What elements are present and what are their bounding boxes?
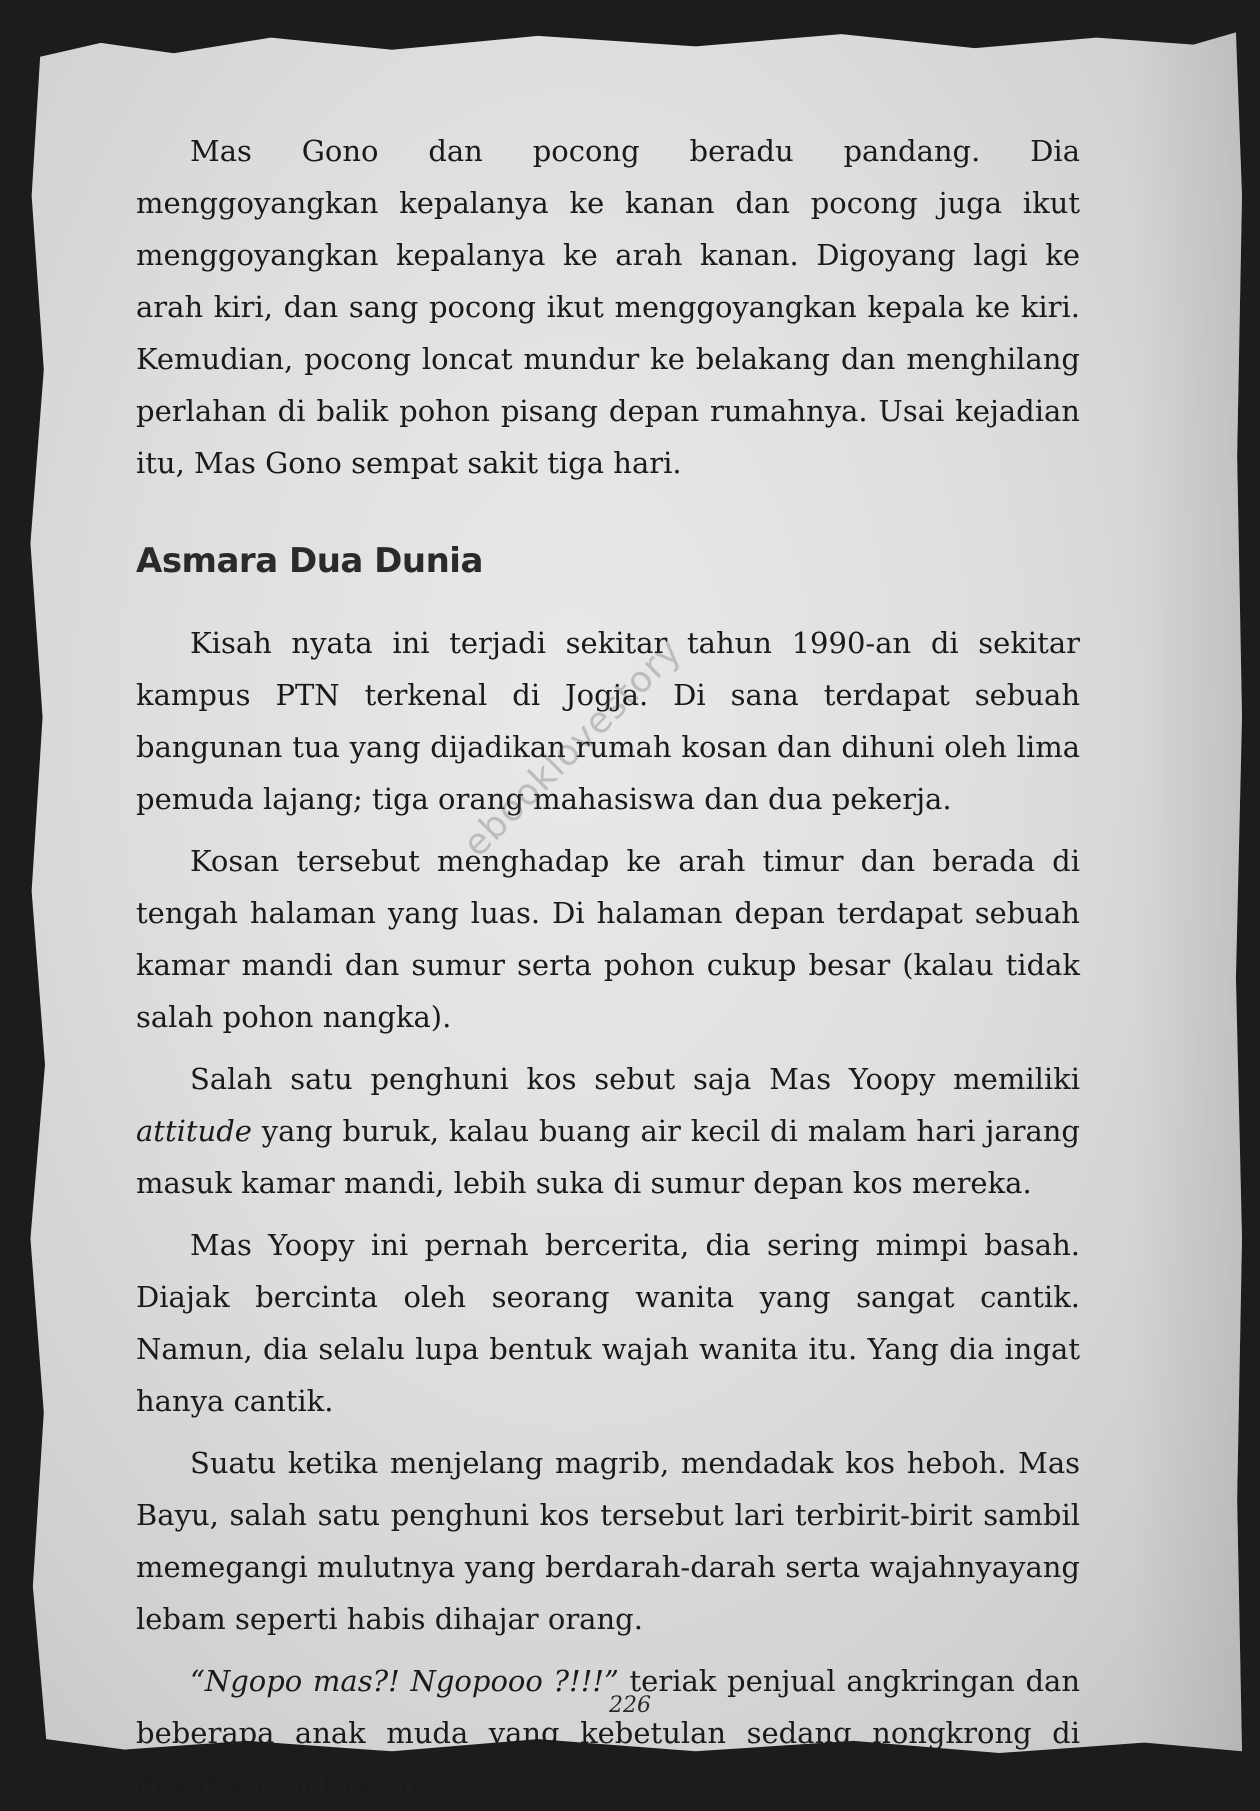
paragraph-kisah-nyata: Kisah nyata ini terjadi sekitar tahun 1990-an di sekitar kampus PTN terkenal di Jogja. Di sana terdapat sebuah bangunan tua yang dijadikan rumah kosan dan dihuni oleh lima pemuda lajang; tiga orang mahasiswa dan dua pekerja. [136, 626, 1080, 816]
paragraph-kosan: Kosan tersebut menghadap ke arah timur dan berada di tengah halaman yang luas. Di halaman depan terdapat sebuah kamar mandi dan sumur serta pohon cukup besar (kalau tidak salah pohon nangka). [136, 844, 1080, 1034]
italic-term: attitude [136, 1114, 252, 1148]
paragraph-mas-yoopy-attitude [136, 1053, 1080, 1209]
paragraph-mimpi: Mas Yoopy ini pernah bercerita, dia sering mimpi basah. Diajak bercinta oleh seorang wanita yang sangat cantik. Namun, dia selalu lupa bentuk wajah wanita itu. Yang dia ingat hanya cantik. [136, 1228, 1080, 1418]
paragraph-ngopo [136, 1655, 1080, 1811]
paragraph-text: Salah satu penghuni kos sebut saja Mas Yoopy memiliki [190, 1062, 1080, 1096]
section-heading: Asmara Dua Dunia [136, 541, 483, 581]
page-number: 226 [609, 1693, 651, 1718]
italic-quote: “Ngopo mas?! Ngopooo ?!!!” [190, 1664, 619, 1698]
watermark: ebooklovestory [455, 630, 690, 865]
paragraph-text: yang buruk, kalau buang air kecil di malam hari jarang masuk kamar mandi, lebih suka di sumur depan kos mereka. [136, 1114, 1080, 1200]
paragraph-mas-gono: Mas Gono dan pocong beradu pandang. Dia menggoyangkan kepalanya ke kanan dan pocong juga ikut menggoyangkan kepalanya ke arah kanan. Digoyang lagi ke arah kiri, dan sang pocong ikut menggoyangkan kepala ke kiri. Kemudian, pocong loncat mundur ke belakang dan menghilang perlahan di balik pohon pisang depan rumahnya. Usai kejadian itu, Mas Gono sempat sakit tiga hari. [136, 134, 1080, 480]
paragraph-text: teriak penjual angkringan dan beberapa anak muda yang kebetulan sedang nongkrong di dekat kosan tua itu. [136, 1664, 1080, 1802]
paragraph-magrib: Suatu ketika menjelang magrib, mendadak kos heboh. Mas Bayu, salah satu penghuni kos tersebut lari terbirit-birit sambil memegangi mulutnya yang berdarah-darah serta wajahnyayang lebam seperti habis dihajar orang. [136, 1446, 1080, 1636]
page-content [136, 125, 1080, 1811]
